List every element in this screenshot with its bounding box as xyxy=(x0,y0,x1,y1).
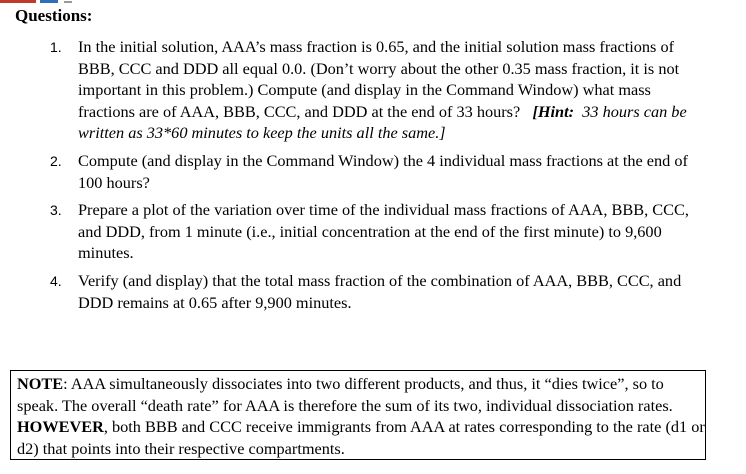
red-mark xyxy=(0,0,36,3)
question-number: 3. xyxy=(50,202,62,219)
blue-mark xyxy=(40,0,58,3)
note-box xyxy=(10,370,706,460)
question-text: Prepare a plot of the variation over time of the individual mass fractions of AAA, BBB, CCC, and DDD, from 1 minute (i.e., initial concentration at the end of the first minute) to 9,600 minutes. xyxy=(78,200,689,263)
question-text: Compute (and display in the Command Window) the 4 individual mass fractions at the end of 100 hours? xyxy=(78,150,688,192)
note-emphasis: HOWEVER xyxy=(17,417,104,437)
question-item-3 xyxy=(0,199,708,264)
note-text-1: : AAA simultaneously dissociates into two different products, and thus, it “dies twice”, so to speak. The overall “death rate” for AAA is therefore the sum of its two, individual dissociation rates. xyxy=(17,374,673,415)
question-item-1 xyxy=(0,36,708,144)
question-number: 1. xyxy=(50,39,62,55)
question-item-2 xyxy=(0,150,708,193)
hint-text: 33 hours can be written as 33*60 minutes to keep the units all the same.] xyxy=(78,101,687,143)
note-text-2: , both BBB and CCC receive immigrants from AAA at rates corresponding to the rate (d1 or d2) that points into their respective compartments. xyxy=(17,417,705,458)
questions-list xyxy=(0,36,740,319)
question-item-4 xyxy=(0,270,708,313)
question-number: 4. xyxy=(50,272,62,289)
gray-mark xyxy=(64,1,72,3)
hint-label: [Hint: xyxy=(532,101,575,121)
question-number: 2. xyxy=(50,152,62,169)
questions-heading: Questions: xyxy=(15,6,93,25)
question-text: In the initial solution, AAA’s mass fraction is 0.65, and the initial solution mass fractions of BBB, CCC and DDD all equal 0.0. (Don’t worry about the other 0.35 mass fraction, it is not important in this problem.) Compute (and display in the Command Window) what mass fractions are of AAA, BBB, CCC, and DDD at the end of 33 hours? xyxy=(78,37,680,121)
note-label: NOTE xyxy=(17,374,64,393)
question-text: Verify (and display) that the total mass fraction of the combination of AAA, BBB, CCC, and DDD remains at 0.65 after 9,900 minutes. xyxy=(78,270,682,312)
